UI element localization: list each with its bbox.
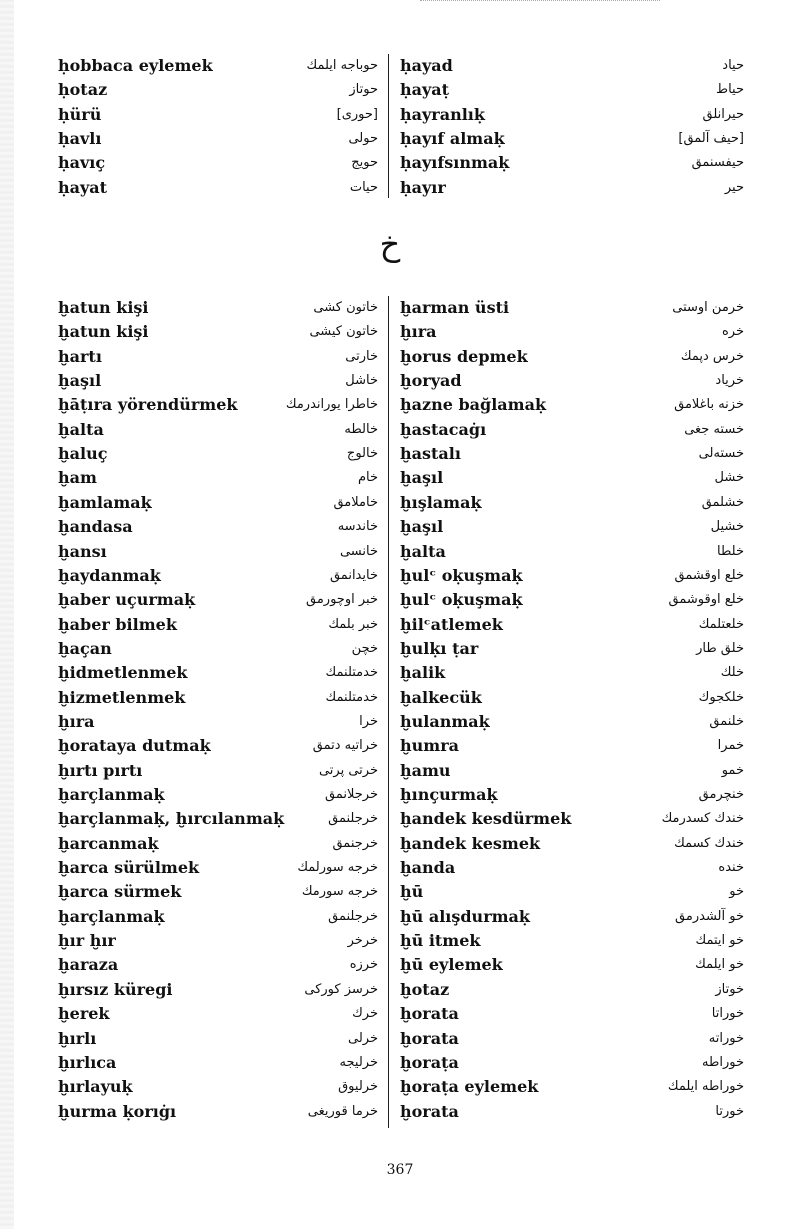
entry-term: ḥavlı (58, 128, 102, 148)
entry-arabic-script: خايدانمق (329, 567, 378, 583)
entry-arabic-script: خاتون كيشى (309, 324, 378, 340)
dictionary-entry (58, 151, 378, 175)
entry-arabic-script: حياط (716, 82, 744, 98)
dictionary-entry (58, 418, 378, 442)
entry-term: ḫotaz (400, 979, 450, 999)
dictionary-entry (58, 540, 378, 564)
entry-arabic-script: خرمن اوستى (672, 300, 744, 315)
dictionary-entry (58, 103, 378, 127)
entry-term: ḫansı (58, 541, 107, 561)
entry-arabic-script: خچن (351, 640, 378, 656)
dictionary-entry (400, 418, 744, 442)
entry-term: ḥürü (58, 104, 102, 124)
entry-term: ḫaşıl (400, 468, 444, 488)
entry-term: ḫandek kesmek (400, 833, 541, 853)
entry-term: ḫidmetlenmek (58, 663, 188, 683)
entry-arabic-script: خرياد (715, 373, 744, 389)
dictionary-entry (58, 369, 378, 393)
entry-arabic-script: خلق طار (696, 640, 744, 656)
entry-arabic-script: خاندسه (337, 519, 378, 535)
dictionary-entry (58, 320, 378, 344)
dictionary-entry (58, 759, 378, 783)
entry-term: ḫaydanmaḳ (58, 565, 161, 585)
dictionary-entry (400, 127, 744, 151)
entry-term: ḫalik (400, 663, 446, 683)
dictionary-entry (400, 1002, 744, 1026)
entry-arabic-script: حير (724, 179, 744, 195)
entry-term: ḫoraṭa eylemek (400, 1077, 539, 1097)
dictionary-entry (58, 953, 378, 977)
entry-arabic-script: حياد (722, 58, 744, 73)
entry-term: ḫandek kesdürmek (400, 809, 572, 829)
dictionary-entry (58, 127, 378, 151)
entry-arabic-script: خرجنمق (332, 835, 378, 851)
dictionary-entry (58, 613, 378, 637)
entry-arabic-script: خشلمق (701, 494, 744, 510)
scan-edge (0, 0, 14, 1229)
dictionary-entry (400, 442, 744, 466)
entry-term: ḫıra (58, 711, 95, 731)
dictionary-entry (400, 588, 744, 612)
main-column-divider (388, 296, 389, 1128)
entry-arabic-script: خمرا (717, 738, 744, 754)
entry-term: ḫizmetlenmek (58, 687, 186, 707)
entry-term: ḫaçan (58, 638, 112, 658)
dictionary-entry (400, 759, 744, 783)
dictionary-entry (400, 661, 744, 685)
entry-term: ḥayaṭ (400, 80, 450, 100)
entry-term: ḫırlayuḳ (58, 1077, 133, 1097)
entry-arabic-script: خو آلشدرمق (675, 908, 744, 924)
entry-arabic-script: خدمتلنمك (325, 665, 378, 681)
dictionary-entry (58, 1027, 378, 1051)
dictionary-entry (58, 515, 378, 539)
dictionary-entry (400, 637, 744, 661)
entry-arabic-script: خلعتلمك (698, 616, 744, 632)
entry-arabic-script: خلنمق (709, 713, 744, 729)
dictionary-entry (400, 734, 744, 758)
entry-arabic-script: [حورى] (336, 106, 378, 122)
entry-arabic-script: خوراطه ايلمك (667, 1079, 744, 1095)
entry-arabic-script: حيرانلق (702, 106, 744, 122)
entry-term: ḫastacaġı (400, 419, 487, 439)
entry-term: ḫırlıca (58, 1052, 117, 1072)
entry-term: ḫorata (400, 1101, 459, 1121)
entry-arabic-script: خره (721, 324, 744, 340)
top-column-divider (388, 54, 389, 198)
dictionary-entry (400, 613, 744, 637)
entry-term: ḫarman üsti (400, 298, 510, 317)
entry-term: ḫırlı (58, 1028, 97, 1048)
entry-arabic-script: حولى (348, 130, 378, 146)
entry-arabic-script: خلع اوقشمق (674, 567, 744, 583)
entry-term: ḫaber uçurmaḳ (58, 590, 196, 610)
entry-arabic-script: خرتى پرتى (318, 762, 378, 778)
dictionary-entry (400, 880, 744, 904)
entry-arabic-script: خام (357, 470, 378, 486)
entry-term: ḫışlamaḳ (400, 492, 482, 512)
entry-arabic-script: خرجه سورلمك (297, 860, 378, 876)
entry-term: ḫalta (400, 541, 446, 561)
section-letter-heading: خ (379, 225, 401, 263)
entry-term: ḫıra (400, 322, 437, 342)
dictionary-entry (400, 78, 744, 102)
entry-arabic-script: حويج (351, 155, 378, 171)
entry-term: ḫastalı (400, 444, 461, 464)
entry-term: ḫatun kişi (58, 298, 149, 317)
entry-arabic-script: خندك كسدرمك (661, 811, 744, 827)
dictionary-entry (400, 807, 744, 831)
entry-term: ḫulḳı ṭar (400, 638, 479, 658)
entry-term: ḫandasa (58, 517, 133, 537)
entry-arabic-script: خلك (720, 665, 744, 681)
dictionary-entry (58, 734, 378, 758)
dictionary-entry (58, 296, 378, 320)
entry-term: ḥayır (400, 177, 446, 197)
entry-arabic-script: خاتون كشى (313, 300, 378, 315)
dictionary-entry (58, 466, 378, 490)
dictionary-entry (400, 1051, 744, 1075)
entry-term: ḥayranlıḳ (400, 104, 485, 124)
entry-arabic-script: خورتا (715, 1103, 744, 1119)
entry-term: ḫorata (400, 1004, 459, 1024)
entry-arabic-script: حوتاز (349, 82, 378, 98)
dictionary-entry (400, 564, 744, 588)
dictionary-entry (400, 176, 744, 200)
entry-arabic-script: خرس دپمك (680, 348, 744, 364)
entry-arabic-script: خبر بلمك (328, 616, 378, 632)
entry-term: ḥayıf almaḳ (400, 128, 505, 148)
top-print-marks (420, 0, 660, 4)
entry-arabic-script: خدمتلنمك (325, 689, 378, 705)
entry-term: ḫulᶜ oḳuşmaḳ (400, 565, 523, 585)
dictionary-entry (400, 905, 744, 929)
dictionary-entry (400, 54, 744, 78)
dictionary-entry (58, 661, 378, 685)
entry-arabic-script: خوراته (708, 1030, 744, 1046)
dictionary-entry (400, 1100, 744, 1124)
dictionary-entry (400, 710, 744, 734)
dictionary-entry (58, 78, 378, 102)
entry-arabic-script: خنچرمق (698, 787, 744, 802)
dictionary-entry (400, 345, 744, 369)
entry-term: ḫulᶜ oḳuşmaḳ (400, 590, 523, 610)
entry-term: ḫarca sürülmek (58, 858, 200, 878)
entry-term: ḫorataya dutmaḳ (58, 736, 211, 756)
entry-arabic-script: خندك كسمك (674, 835, 744, 851)
entry-arabic-script: خنده (718, 860, 744, 876)
dictionary-entry (58, 783, 378, 807)
entry-arabic-script: خو ايلمك (695, 957, 744, 973)
entry-arabic-script: خوراطه (702, 1054, 744, 1070)
entry-arabic-script: خارتى (345, 348, 378, 364)
dictionary-entry (58, 832, 378, 856)
dictionary-entry (400, 103, 744, 127)
dictionary-entry (58, 1100, 378, 1124)
entry-arabic-script: خمو (721, 762, 744, 778)
dictionary-entry (58, 588, 378, 612)
entry-term: ḫaşıl (58, 371, 102, 391)
entry-arabic-script: خلطا (717, 543, 744, 559)
entry-arabic-script: خزنه باغلامق (674, 397, 744, 413)
entry-term: ḫilᶜatlemek (400, 614, 503, 634)
entry-arabic-script: خراتيه دتمق (312, 738, 378, 754)
entry-term: ḫarçlanmaḳ (58, 906, 165, 926)
entry-term: ḥobbaca eylemek (58, 56, 213, 75)
entry-term: ḫır ḫır (58, 931, 116, 951)
entry-term: ḫaber bilmek (58, 614, 177, 634)
entry-arabic-script: خرجلنمق (328, 908, 378, 924)
dictionary-entry (58, 491, 378, 515)
dictionary-entry (58, 1075, 378, 1099)
dictionary-entry (400, 686, 744, 710)
entry-arabic-script: خالطه (344, 421, 378, 437)
entry-arabic-script: خرجلانمق (325, 787, 378, 802)
dictionary-entry (400, 1075, 744, 1099)
dictionary-entry (58, 905, 378, 929)
entry-term: ḫū alışdurmaḳ (400, 906, 530, 926)
dictionary-entry (58, 686, 378, 710)
dictionary-entry (400, 151, 744, 175)
entry-arabic-script: خرما قوريغى (307, 1103, 378, 1119)
entry-term: ḫarçlanmaḳ (58, 785, 165, 804)
dictionary-entry (58, 880, 378, 904)
entry-term: ḫāṭıra yörendürmek (58, 395, 238, 415)
entry-arabic-script: [حيف آلمق] (678, 130, 744, 146)
entry-term: ḥavıç (58, 153, 106, 173)
entry-arabic-script: خرك (352, 1006, 378, 1022)
entry-arabic-script: خو (729, 884, 744, 900)
dictionary-entry (58, 393, 378, 417)
dictionary-entry (58, 176, 378, 200)
entry-term: ḫumra (400, 736, 459, 756)
dictionary-entry (400, 832, 744, 856)
entry-arabic-script: خسته جغى (684, 421, 744, 437)
dictionary-entry (400, 393, 744, 417)
entry-arabic-script: حوباجه ايلمك (306, 58, 378, 73)
entry-arabic-script: خو ايتمك (695, 933, 744, 949)
entry-term: ḫatun kişi (58, 322, 149, 342)
entry-arabic-script: خلع اوقوشمق (668, 592, 744, 608)
entry-arabic-script: خبر اوچورمق (306, 592, 378, 608)
dictionary-entry (400, 466, 744, 490)
entry-term: ḫarcanmaḳ (58, 833, 159, 853)
entry-term: ḫam (58, 468, 97, 488)
entry-term: ḫalkecük (400, 687, 482, 707)
dictionary-entry (58, 929, 378, 953)
dictionary-entry (400, 540, 744, 564)
entry-arabic-script: خشيل (710, 519, 744, 535)
entry-term: ḥayat (58, 177, 108, 197)
dictionary-entry (58, 54, 378, 78)
entry-term: ḫalta (58, 419, 104, 439)
entry-arabic-script: خرجه سورمك (301, 884, 378, 900)
dictionary-entry (58, 1002, 378, 1026)
entry-term: ḫınçurmaḳ (400, 785, 498, 804)
entry-term: ḫanda (400, 858, 456, 878)
entry-term: ḫū eylemek (400, 955, 503, 975)
entry-arabic-script: خاطرا يوراندرمك (285, 397, 378, 413)
entry-arabic-script: خلكجوك (698, 689, 744, 705)
entry-term: ḫorus depmek (400, 346, 528, 366)
entry-arabic-script: خرزه (349, 957, 378, 973)
dictionary-entry (400, 1027, 744, 1051)
dictionary-entry (400, 515, 744, 539)
entry-arabic-script: خانسى (339, 543, 378, 559)
entry-term: ḫorata (400, 1028, 459, 1048)
entry-term: ḥayıfsınmaḳ (400, 153, 510, 173)
dictionary-entry (58, 1051, 378, 1075)
entry-arabic-script: خرجلنمق (328, 811, 378, 827)
dictionary-entry (400, 369, 744, 393)
page-number: 367 (386, 1162, 414, 1178)
entry-arabic-script: خستەلى (698, 446, 744, 462)
dictionary-entry (400, 953, 744, 977)
entry-term: ḫoryad (400, 371, 462, 391)
dictionary-entry (400, 320, 744, 344)
entry-arabic-script: خرخر (347, 933, 378, 949)
entry-term: ḫamlamaḳ (58, 492, 152, 512)
entry-term: ḫarca sürmek (58, 882, 182, 902)
entry-term: ḥayad (400, 56, 453, 75)
entry-arabic-script: خرليوق (338, 1079, 378, 1095)
dictionary-entry (400, 978, 744, 1002)
entry-arabic-script: خشل (714, 470, 744, 486)
entry-term: ḫazne bağlamaḳ (400, 395, 547, 415)
entry-term: ḫū itmek (400, 931, 481, 951)
entry-arabic-script: خرليجه (339, 1054, 378, 1070)
entry-term: ḫulanmaḳ (400, 711, 490, 731)
entry-arabic-script: خاملامق (333, 494, 378, 510)
dictionary-entry (400, 783, 744, 807)
entry-arabic-script: خالوج (346, 446, 378, 462)
dictionary-entry (58, 856, 378, 880)
dictionary-entry (58, 978, 378, 1002)
entry-arabic-script: خرلى (347, 1030, 378, 1046)
entry-term: ḫū (400, 882, 424, 902)
entry-arabic-script: حيفسنمق (691, 155, 744, 171)
entry-arabic-script: حيات (349, 179, 378, 195)
entry-term: ḫarçlanmaḳ, ḫırcılanmaḳ (58, 809, 285, 829)
dictionary-entry (400, 296, 744, 320)
dictionary-entry (58, 637, 378, 661)
entry-arabic-script: خرسز كوركى (304, 981, 378, 997)
dictionary-entry (58, 710, 378, 734)
dictionary-entry (400, 929, 744, 953)
entry-term: ḫerek (58, 1004, 110, 1024)
entry-term: ḫamu (400, 760, 451, 780)
entry-term: ḫaşıl (400, 517, 444, 537)
entry-term: ḫurma ḳorıġı (58, 1101, 177, 1121)
entry-term: ḥotaz (58, 80, 108, 100)
entry-term: ḫoraṭa (400, 1052, 459, 1072)
dictionary-entry (58, 564, 378, 588)
dictionary-entry (400, 491, 744, 515)
dictionary-entry (58, 345, 378, 369)
entry-arabic-script: خوتاز (715, 981, 744, 997)
dictionary-entry (58, 807, 378, 831)
entry-arabic-script: خاشل (345, 373, 378, 389)
entry-term: ḫırtı pırtı (58, 760, 143, 780)
entry-term: ḫaluç (58, 444, 108, 464)
entry-arabic-script: خرا (359, 713, 378, 729)
dictionary-entry (400, 856, 744, 880)
dictionary-entry (58, 442, 378, 466)
entry-arabic-script: خوراتا (711, 1006, 744, 1022)
entry-term: ḫaraza (58, 955, 119, 975)
entry-term: ḫartı (58, 346, 102, 366)
entry-term: ḫırsız küregi (58, 979, 173, 999)
